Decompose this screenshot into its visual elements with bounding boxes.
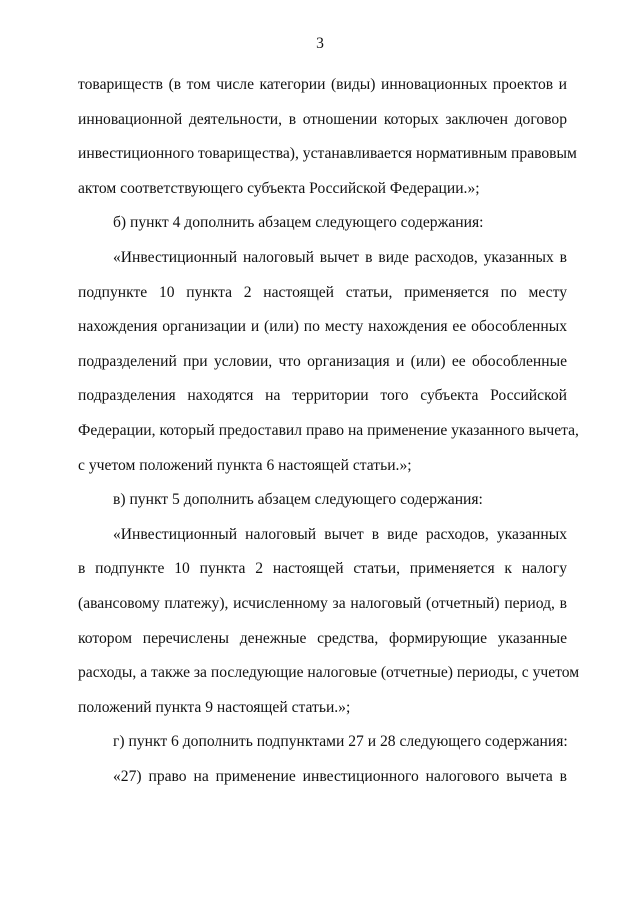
text-line: «Инвестиционный налоговый вычет в виде расходов, указанных в: [113, 248, 567, 266]
text-line: (авансовому платежу), исчисленному за налоговый (отчетный) период, в: [78, 594, 567, 612]
text-line: положений пункта 9 настоящей статьи.»;: [78, 698, 351, 716]
page-number: 3: [316, 35, 324, 52]
text-line: подразделения находятся на территории того субъекта Российской: [78, 387, 567, 405]
text-line: Федерации, который предоставил право на применение указанного вычета,: [78, 421, 579, 439]
text-line: «Инвестиционный налоговый вычет в виде расходов, указанных: [113, 525, 567, 543]
text-line: котором перечислены денежные средства, формирующие указанные: [78, 629, 567, 647]
text-line: в подпункте 10 пункта 2 настоящей статьи, применяется к налогу: [78, 560, 567, 578]
text-line: подразделений при условии, что организация и (или) ее обособленные: [78, 352, 567, 370]
text-line: актом соответствующего субъекта Российской Федерации.»;: [78, 179, 480, 197]
text-line: «27) право на применение инвестиционного налогового вычета в: [113, 767, 567, 785]
text-line: в) пункт 5 дополнить абзацем следующего содержания:: [113, 491, 483, 509]
text-line: товариществ (в том числе категории (виды) инновационных проектов и: [78, 76, 567, 93]
text-line: расходы, а также за последующие налоговые (отчетные) периоды, с учетом: [78, 664, 580, 682]
text-line: г) пункт 6 дополнить подпунктами 27 и 28 следующего содержания:: [113, 733, 568, 751]
text-line: инвестиционного товарищества), устанавливается нормативным правовым: [78, 145, 577, 163]
document-body: [78, 68, 580, 794]
text-line: подпункте 10 пункта 2 настоящей статьи, применяется по месту: [78, 283, 567, 301]
text-line: б) пункт 4 дополнить абзацем следующего содержания:: [113, 214, 484, 232]
text-line: нахождения организации и (или) по месту нахождения ее обособленных: [78, 318, 567, 336]
text-line: инновационной деятельности, в отношении которых заключен договор: [78, 110, 567, 128]
text-line: с учетом положений пункта 6 настоящей статьи.»;: [78, 456, 412, 474]
